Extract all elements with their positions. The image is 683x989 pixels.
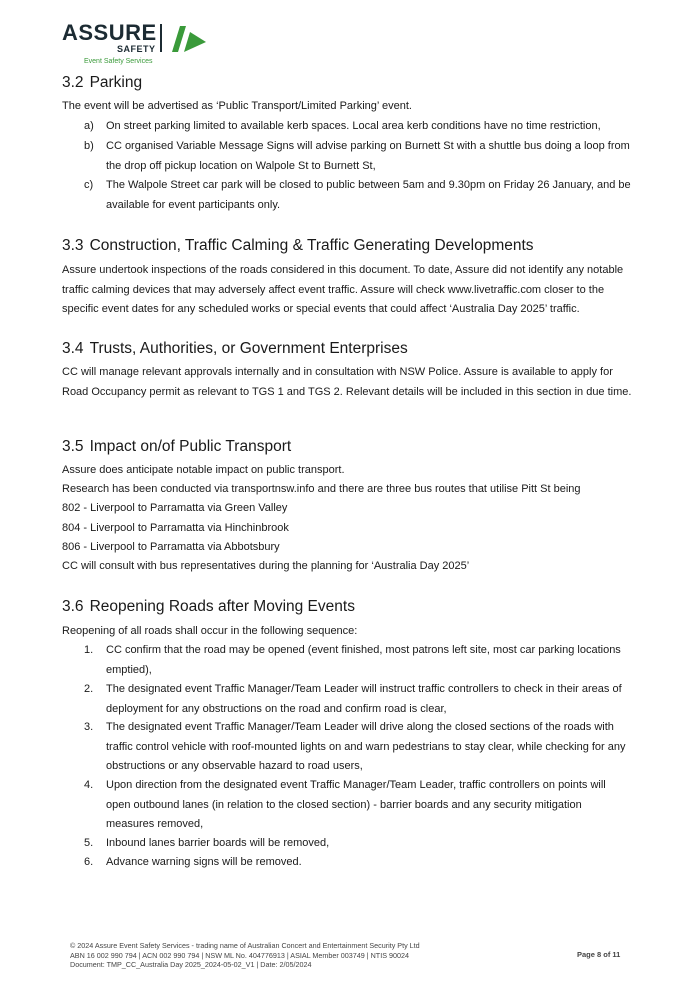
section-number: 3.4 — [62, 340, 84, 357]
list-item — [84, 176, 632, 215]
list-text: On street parking limited to available kerb spaces. Local area kerb conditions have no time restriction, — [106, 120, 601, 132]
logo-arrow-icon — [170, 24, 208, 54]
list-marker: b) — [84, 140, 94, 152]
section-title: Construction, Traffic Calming & Traffic Generating Developments — [89, 237, 534, 254]
list-item — [84, 680, 632, 719]
list-text: CC organised Variable Message Signs will advise parking on Burnett St with a shuttle bus doing a loop from the drop off pickup location on Walpole St to Burnett St, — [106, 140, 630, 172]
list-text: Advance warning signs will be removed. — [106, 856, 302, 868]
section-title: Reopening Roads after Moving Events — [89, 598, 355, 615]
list-marker: 4. — [84, 779, 94, 791]
page-footer — [70, 941, 420, 970]
footer-document-info: Document: TMP_CC_Australia Day 2025_2024-05-02_V1 | Date: 2/05/2024 — [70, 960, 312, 969]
list-text: The designated event Traffic Manager/Team Leader will drive along the closed sections of the roads with traffic control vehicle with roof-mounted lights on and warn pedestrians to stay clear, while checking for any obstructions or any observable hazard to road users, — [106, 721, 626, 772]
section-heading-construction — [62, 237, 534, 255]
list-text: The designated event Traffic Manager/Team Leader will instruct traffic controllers to check in their areas of deployment for any obstructions on the road and confirm road is clear, — [106, 683, 622, 715]
trusts-body: CC will manage relevant approvals internally and in consultation with NSW Police. Assure is available to apply for Road Occupancy permit as relevant to TGS 1 and TGS 2. Relevant details will be included in this section in due time. — [62, 366, 632, 398]
transport-line: Assure does anticipate notable impact on public transport. — [62, 464, 345, 476]
section-heading-reopening — [62, 598, 355, 616]
bus-route: 802 - Liverpool to Parramatta via Green Valley — [62, 502, 288, 514]
footer-registration: ABN 16 002 990 794 | ACN 002 990 794 | NSW ML No. 404776913 | ASIAL Member 003749 | NTIS 90024 — [70, 950, 409, 960]
list-text: Inbound lanes barrier boards will be removed, — [106, 837, 330, 849]
list-item — [84, 834, 632, 854]
list-marker: 5. — [84, 837, 94, 849]
bus-route: 804 - Liverpool to Parramatta via Hinchinbrook — [62, 522, 289, 534]
section-heading-parking — [62, 74, 142, 92]
list-item — [84, 776, 632, 835]
transport-line: Research has been conducted via transportnsw.info and there are three bus routes that utilise Pitt St being — [62, 483, 581, 495]
parking-intro: The event will be advertised as ‘Public Transport/Limited Parking’ event. — [62, 100, 412, 112]
logo-wordmark: ASSURE — [62, 20, 157, 45]
section-title: Impact on/of Public Transport — [89, 438, 292, 455]
list-marker: 1. — [84, 644, 94, 656]
reopening-intro: Reopening of all roads shall occur in the following sequence: — [62, 625, 358, 637]
footer-copyright: © 2024 Assure Event Safety Services - trading name of Australian Concert and Entertainment Security Pty Ltd — [70, 941, 420, 950]
list-marker: 6. — [84, 856, 94, 868]
section-number: 3.6 — [62, 598, 84, 615]
list-item — [84, 641, 632, 680]
bus-route: 806 - Liverpool to Parramatta via Abbotsbury — [62, 541, 280, 553]
construction-body: Assure undertook inspections of the roads considered in this document. To date, Assure did not identify any notable traffic calming devices that may adversely affect event traffic. Assure will check www.livetraffic.com closer to the specific event dates for any scheduled works or special events that could affect ‘Australia Day 2025’ traffic. — [62, 264, 624, 315]
list-text: The Walpole Street car park will be closed to public between 5am and 9.30pm on Friday 26 January, and be available for event participants only. — [106, 179, 631, 211]
section-number: 3.5 — [62, 438, 84, 455]
list-item — [84, 117, 632, 137]
list-marker: a) — [84, 120, 94, 132]
section-heading-trusts — [62, 340, 408, 358]
company-logo — [62, 22, 212, 68]
page-number: Page 8 of 11 — [577, 950, 621, 959]
transport-line: CC will consult with bus representatives during the planning for ‘Australia Day 2025’ — [62, 560, 470, 572]
list-text: Upon direction from the designated event Traffic Manager/Team Leader, traffic controllers on points will open outbound lanes (in relation to the closed section) - barrier boards and any security mitigation measures removed, — [106, 779, 606, 830]
section-number: 3.3 — [62, 237, 84, 254]
list-item — [84, 853, 632, 873]
logo-divider — [160, 24, 162, 52]
list-marker: 3. — [84, 721, 94, 733]
logo-tagline: Event Safety Services — [84, 58, 153, 65]
list-item — [84, 718, 632, 777]
list-item — [84, 137, 632, 176]
logo-subtitle: SAFETY — [117, 44, 156, 54]
list-marker: 2. — [84, 683, 94, 695]
section-title: Parking — [89, 74, 143, 91]
list-text: CC confirm that the road may be opened (event finished, most patrons left site, most car parking locations emptied), — [106, 644, 621, 676]
list-marker: c) — [84, 179, 94, 191]
section-number: 3.2 — [62, 74, 84, 91]
section-title: Trusts, Authorities, or Government Enterprises — [89, 340, 408, 357]
section-heading-public-transport — [62, 438, 291, 456]
